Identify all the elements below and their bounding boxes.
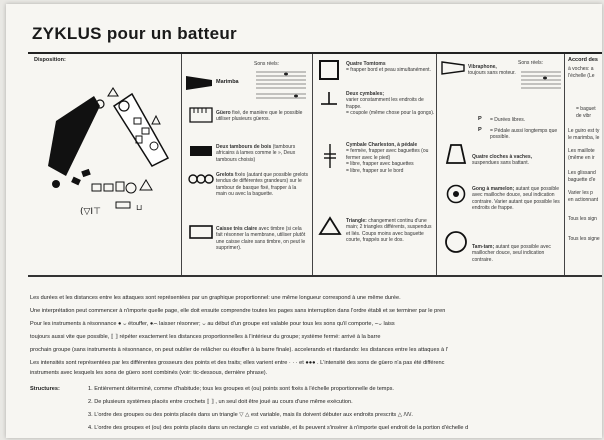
col4-text: en actionnant <box>568 197 599 203</box>
pedal-text2: = Pédale aussi longtemps que possible. <box>490 128 558 141</box>
staff-label: Sons réels: <box>254 61 280 67</box>
col4-text: à voches: a <box>568 66 594 72</box>
caisse-text: avec timbre (si cela fait résonner la membrane, utiliser plutôt une caisse claire sans timbre, on peut le supprimer). <box>216 226 306 252</box>
note-line: Les durées et les distances entre les attaques sont représentées par un graphique proportionnel: une même longueur correspond à une même durée. <box>30 295 401 301</box>
vibraphone-title: Vibraphone, <box>468 64 497 70</box>
col4-text: Les maillote <box>568 148 595 154</box>
tamtam-title: Tam-tam; <box>472 244 495 250</box>
grelots-desc <box>216 172 308 198</box>
col4-text: Tous les sign <box>568 216 597 222</box>
note-line: prochain groupe (sans instruments à résonnance, on peut oublier de relâcher ou étouffer à la barre finale). accelerando et ritardando: les distances entre les attaques à l' <box>30 347 448 353</box>
col4-text: baguette d'e <box>568 177 596 183</box>
marimba-icon <box>186 76 212 90</box>
col4-text: Tous les signe <box>568 236 600 242</box>
disposition-diagram <box>36 66 176 226</box>
tamtam-text: autant que possible avec maillocher douce, seul indication contraire. <box>472 244 551 263</box>
note-line: Une interprétation peut commencer à n'importe quelle page, elle doit ensuite comprendre toutes les pages sans interruption dans l'ordre établi et se terminer par le pren <box>30 308 446 314</box>
col4-text: de vibr <box>576 113 592 119</box>
structures-label: Structures: <box>30 386 60 392</box>
col4-text: l'échelle (Le <box>568 73 595 79</box>
note-line: Les intensités sont représentées par les différentes grosseurs des points et des traits; elles varient entre · · · et ●●● . L'intensité des sons de güero n'a pas été différenc <box>30 360 445 366</box>
vibraphone-staff-label: Sons réels: <box>518 60 544 66</box>
page-title: ZYKLUS pour un batteur <box>32 24 237 43</box>
tomtoms-title: Quatre Tomtoms <box>346 61 386 67</box>
gong-text: autant que possible avec mailloche douce, seul indication contraire. Varier autant que possible les endroits de frappe. <box>472 186 560 212</box>
grelots-text: fixés (autant que possible grelots tendus de différentes grandeurs) sur le tambour de basque fixé, frapper à la main ou avec la baguette. <box>216 172 309 198</box>
cloches-desc <box>472 154 562 167</box>
col4-text: Les glissand <box>568 170 596 176</box>
col4-text: = baguet <box>576 106 596 112</box>
structure-line: 1. Entièrement déterminé, comme d'habitude; tous les groupes et (ou) points sont fixés à l'échelle proportionnelle de temps. <box>88 386 394 392</box>
column-divider <box>564 54 565 275</box>
snare-icon <box>190 226 212 238</box>
svg-text:(▽I⊤: (▽I⊤ <box>80 207 101 217</box>
vibraphone-staff <box>521 68 561 90</box>
cloches-text: suspendues sans battant. <box>472 160 529 167</box>
column-divider <box>312 54 313 275</box>
charleston-title: Cymbale Charleston, à pédale <box>346 142 418 148</box>
col4-text: (même en ir <box>568 155 595 161</box>
charleston-text2: = libre, frapper avec baguettes <box>346 161 414 168</box>
note-line: Pour les instruments à résonnance ● ⌣ étouffer, ●⌒ laisser résonner; ⌣ au début d'un groupe est valable pour tous les sons qu'il comporte, ⌢⌣ laiss <box>30 321 395 327</box>
guiro-text: fixé, de manière que le possible utiliser plusieurs güeros. <box>216 110 303 123</box>
charleston-text1: = fermée, frapper avec baguettes (ou fermer avec le pied) <box>346 148 429 161</box>
structure-line: 4. L'ordre des groupes et (ou) des points placés dans un rectangle ▭ est variable, et ils peuvent s'insérer à n'importe quel endroit de la portion d'échelle d <box>88 425 469 431</box>
gong-icon <box>446 184 466 204</box>
cymbales-desc <box>346 91 436 117</box>
col4-text: Le guiro est ty <box>568 128 600 134</box>
note-line: instruments avec lesquels les sons de güero sont combinés (voir: tic-dessous, dernière phrase). <box>30 370 268 376</box>
triangle-desc <box>346 218 436 244</box>
triangle-title: Triangle: <box>346 218 367 224</box>
charleston-text3: = libre, frapper sur le bord <box>346 167 404 174</box>
tomtoms-text: = frapper bord et peau simultanément. <box>346 67 431 74</box>
guiro-desc <box>216 110 308 123</box>
guiro-title: Güero <box>216 110 231 116</box>
header-rule <box>28 52 602 54</box>
gong-desc <box>472 186 562 212</box>
column-divider <box>436 54 437 275</box>
tambours-text: (tambours africains à lames comme le », Deux tambours choisis) <box>216 144 296 163</box>
triangle-icon <box>319 217 341 235</box>
cloches-title: Quatre cloches à vaches, <box>472 154 533 160</box>
pedal-symbol-1: P <box>478 116 482 122</box>
column-divider <box>181 54 182 275</box>
pedal-text1: = Durées libres. <box>490 117 526 123</box>
score-page <box>6 4 602 438</box>
pedal-symbol-2: P <box>478 127 482 133</box>
col4-text: le marimba, le <box>568 135 600 141</box>
note-line: toujours aussi vite que possible, ⟦ ⟧ répéter exactement les distances proportionnelles à l'intérieur du groupe; système fermé: arrivé à la barre <box>30 334 381 340</box>
cymbals-icon <box>321 92 337 106</box>
vibraphone-icon <box>442 62 464 74</box>
tambours-desc <box>216 144 308 163</box>
gong-title: Gong à mamelon; <box>472 186 515 192</box>
col4-text: Varier les p <box>568 190 593 196</box>
grelots-icon <box>189 174 213 184</box>
tomtoms-desc <box>346 61 436 74</box>
structure-line: 3. L'ordre des groupes ou des points placés dans un triangle ▽ △ est variable, mais ils doivent débuter aux endroits prescrits △ /\/\/. <box>88 412 413 418</box>
grelots-title: Grelots <box>216 172 234 178</box>
guiro-icon <box>190 108 212 122</box>
tomtoms-icon <box>319 60 339 80</box>
marimba-title: Marimba <box>216 79 239 85</box>
svg-text:⊔: ⊔ <box>136 203 143 212</box>
vibraphone-text: toujours sans moteur. <box>468 70 516 77</box>
cymbales-title: Deux cymbales; <box>346 91 385 97</box>
wood-drums-icon <box>190 146 212 156</box>
tamtam-desc <box>472 244 562 263</box>
marimba-staff <box>256 68 306 102</box>
triangle-text: changement continu d'une main; 2 triangles différents, suspendus et liés. Coups moins avec baguette courte, frappés sur le dos. <box>346 218 432 244</box>
charleston-desc <box>346 142 436 174</box>
disposition-label: Disposition: <box>34 57 66 63</box>
structure-line: 2. De plusieurs systèmes placés entre crochets ⟦ ⟧ , un seul doit être joué au cours d'une même exécution. <box>88 399 353 405</box>
caisse-title: Caisse très claire <box>216 226 258 232</box>
caisse-desc <box>216 226 308 252</box>
section-rule <box>28 275 602 277</box>
tamtam-icon <box>444 230 468 254</box>
tambours-title: Deux tambours de bois <box>216 144 272 150</box>
cowbells-icon <box>446 144 466 164</box>
cymbales-note: = coupole (même chose pour la gongs). <box>346 110 435 117</box>
hihat-icon <box>324 144 336 168</box>
col4-header: Accord des <box>568 57 598 63</box>
cymbales-text: varier constamment les endroits de frappe. <box>346 97 424 110</box>
